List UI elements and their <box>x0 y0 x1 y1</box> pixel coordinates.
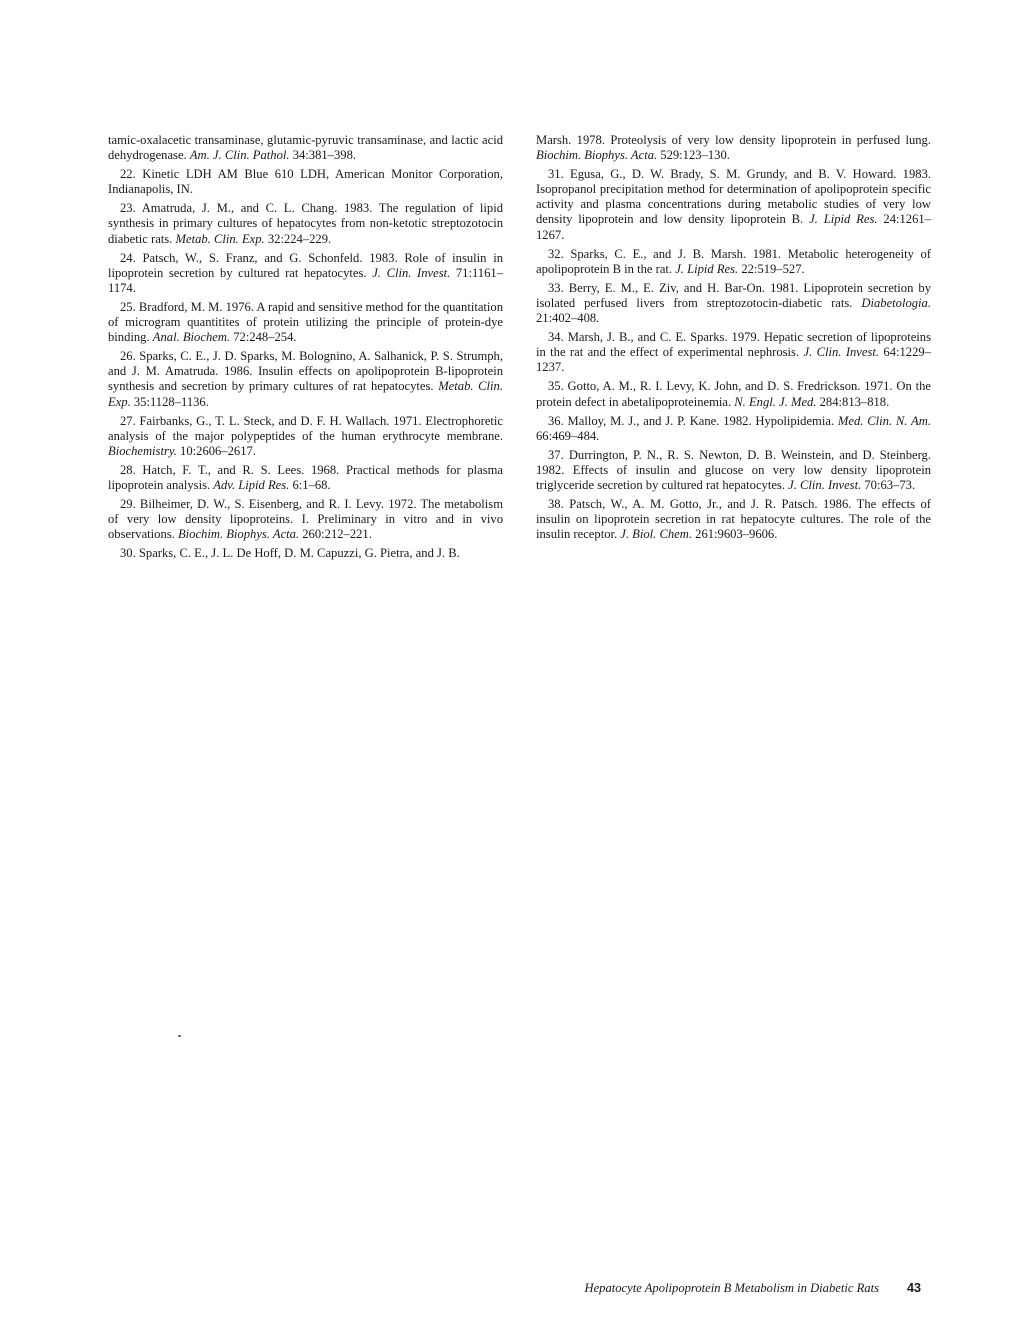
page-footer <box>536 1281 921 1296</box>
reference-text: 260:212–221. <box>299 527 372 542</box>
reference-entry <box>108 497 503 542</box>
reference-entry <box>108 201 503 246</box>
reference-text: 35:1128–1136. <box>130 394 209 409</box>
references-left-column <box>108 133 503 565</box>
reference-text: 37. Durrington, P. N., R. S. Newton, D. B. Weinstein, and D. Steinberg. 1982. Effects of insulin and glucose on very low density lipoprotein triglyceride secretion by cultured rat hepatocytes. <box>536 447 931 492</box>
reference-text: 284:813–818. <box>816 394 890 409</box>
reference-text: 32. Sparks, C. E., and J. B. Marsh. 1981. Metabolic heterogeneity of apolipoprotein B in the rat. <box>536 246 931 276</box>
reference-text: 70:63–73. <box>861 477 916 492</box>
journal-title: J. Clin. Invest. <box>788 477 862 492</box>
journal-title: Biochemistry. <box>108 443 177 458</box>
reference-text: 64:1229–1237. <box>536 345 931 375</box>
journal-title: J. Lipid Res. <box>675 261 739 276</box>
reference-text: 27. Fairbanks, G., T. L. Steck, and D. F. H. Wallach. 1971. Electrophoretic analysis of the major polypeptides of the human erythrocyte membrane. <box>108 413 503 443</box>
reference-text: 72:248–254. <box>230 330 297 345</box>
reference-text: 34:381–398. <box>289 148 357 163</box>
reference-entry <box>536 330 931 375</box>
journal-title: Biochim. Biophys. Acta. <box>177 527 300 542</box>
reference-entry <box>108 300 503 345</box>
reference-text: 31. Egusa, G., D. W. Brady, S. M. Grundy, and B. V. Howard. 1983. Isopropanol precipitation method for determination of apolipoprotein specific activity and plasma concentrations during metabolic studies of very low density lipoprotein and low density lipoprotein B. <box>536 167 931 227</box>
reference-text: 34. Marsh, J. B., and C. E. Sparks. 1979. Hepatic secretion of lipoproteins in the rat and the effect of experimental nephrosis. <box>536 330 931 360</box>
reference-text: 30. Sparks, C. E., J. L. De Hoff, D. M. Capuzzi, G. Pietra, and J. B. <box>120 546 460 561</box>
reference-text: 529:123–130. <box>657 148 730 163</box>
reference-entry <box>536 497 931 542</box>
reference-continuation <box>536 133 931 163</box>
journal-title: Metab. Clin. Exp. <box>175 231 265 246</box>
reference-entry <box>536 281 931 326</box>
reference-text: 29. Bilheimer, D. W., S. Eisenberg, and R. I. Levy. 1972. The metabolism of very low density lipoproteins. I. Preliminary in vitro and in vivo observations. <box>108 497 503 542</box>
journal-title: Adv. Lipid Res. <box>213 477 290 492</box>
reference-entry <box>536 379 931 409</box>
reference-text: 261:9603–9606. <box>692 527 778 542</box>
reference-text: 10:2606–2617. <box>176 443 256 458</box>
reference-text: 66:469–484. <box>536 428 600 443</box>
journal-title: Metab. Clin. Exp. <box>108 379 503 409</box>
reference-text: 22. Kinetic LDH AM Blue 610 LDH, American Monitor Corporation, Indianapolis, IN. <box>108 167 503 197</box>
reference-text: Marsh. 1978. Proteolysis of very low density lipoprotein in perfused lung. <box>536 133 931 147</box>
reference-text: 24. Patsch, W., S. Franz, and G. Schonfeld. 1983. Role of insulin in lipoprotein secretion by cultured rat hepatocytes. <box>108 250 503 280</box>
reference-text: 24:1261–1267. <box>536 212 931 242</box>
journal-title: J. Clin. Invest. <box>803 345 880 360</box>
reference-entry <box>108 463 503 493</box>
journal-title: Diabetologia. <box>861 295 931 310</box>
reference-entry <box>108 414 503 459</box>
reference-entry <box>108 251 503 296</box>
reference-text: 6:1–68. <box>289 477 331 492</box>
reference-text: 22:519–527. <box>738 261 805 276</box>
reference-text: tamic-oxalacetic transaminase, glutamic-pyruvic transaminase, and lactic acid dehydrogenase. <box>108 133 503 163</box>
reference-text: 21:402–408. <box>536 311 600 326</box>
journal-title: J. Biol. Chem. <box>620 527 692 542</box>
reference-entry <box>108 167 503 197</box>
reference-text: 71:1161–1174. <box>108 265 503 295</box>
reference-entry <box>536 247 931 277</box>
references-right-column <box>536 133 931 546</box>
journal-title: J. Lipid Res. <box>809 212 878 227</box>
reference-text: 32:224–229. <box>264 231 332 246</box>
reference-text: 38. Patsch, W., A. M. Gotto, Jr., and J. R. Patsch. 1986. The effects of insulin on lipoprotein secretion in rat hepatocyte cultures. The role of the insulin receptor. <box>536 497 931 542</box>
reference-entry <box>536 448 931 493</box>
scan-speck <box>178 1035 181 1037</box>
journal-title: Anal. Biochem. <box>152 330 231 345</box>
journal-title: Biochim. Biophys. Acta. <box>536 148 658 163</box>
reference-text: 28. Hatch, F. T., and R. S. Lees. 1968. Practical methods for plasma lipoprotein analysis. <box>108 462 503 492</box>
journal-title: Med. Clin. N. Am. <box>837 413 931 428</box>
page-number: 43 <box>906 1281 921 1295</box>
reference-text: 36. Malloy, M. J., and J. P. Kane. 1982. Hypolipidemia. <box>548 413 838 428</box>
reference-entry <box>536 167 931 242</box>
reference-entry <box>536 414 931 444</box>
reference-text: 33. Berry, E. M., E. Ziv, and H. Bar-On. 1981. Lipoprotein secretion by isolated perfused livers from streptozotocin-diabetic rats. <box>536 280 931 310</box>
reference-entry <box>108 349 503 409</box>
journal-title: Am. J. Clin. Pathol. <box>189 148 290 163</box>
running-title: Hepatocyte Apolipoprotein B Metabolism in Diabetic Rats <box>584 1281 879 1295</box>
reference-text: 26. Sparks, C. E., J. D. Sparks, M. Bolognino, A. Salhanick, P. S. Strumph, and J. M. Amatruda. 1986. Insulin effects on apolipoprotein B-lipoprotein synthesis and secretion by primary cultures of rat hepatocytes. <box>108 349 503 394</box>
reference-text: 25. Bradford, M. M. 1976. A rapid and sensitive method for the quantitation of microgram quantitites of protein utilizing the principle of protein-dye binding. <box>108 299 504 345</box>
reference-continuation <box>108 133 503 163</box>
journal-title: J. Clin. Invest. <box>372 265 451 280</box>
reference-entry <box>108 546 503 561</box>
journal-title: N. Engl. J. Med. <box>734 394 817 409</box>
reference-text: 23. Amatruda, J. M., and C. L. Chang. 1983. The regulation of lipid synthesis in primary cultures of hepatocytes from non-ketotic streptozotocin diabetic rats. <box>108 201 503 246</box>
reference-text: 35. Gotto, A. M., R. I. Levy, K. John, and D. S. Fredrickson. 1971. On the protein defect in abetalipoproteinemia. <box>536 379 931 409</box>
